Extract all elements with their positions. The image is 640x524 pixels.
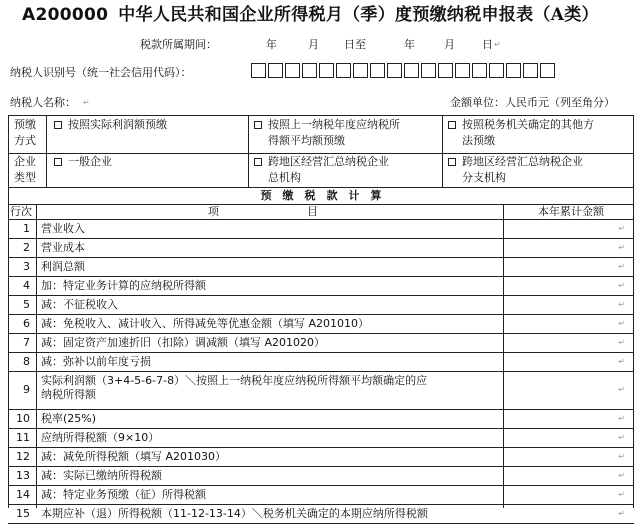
taxpayer-id-digit-box[interactable] — [353, 63, 368, 78]
taxpayer-id-digit-box[interactable] — [302, 63, 317, 78]
prepay-method-label-1: 预缴 — [14, 118, 36, 131]
period-year-1: 年 — [266, 38, 277, 51]
taxpayer-id-digit-box[interactable] — [506, 63, 521, 78]
period-year-2: 年 — [404, 38, 415, 51]
prepay-option-tax-authority-line2: 法预缴 — [462, 134, 495, 147]
row-amount-field[interactable]: ↵ — [618, 451, 625, 461]
column-header-amount: 本年累计金额 — [538, 205, 604, 218]
column-header-item: 项 目 — [208, 205, 318, 218]
row-amount-field[interactable]: ↵ — [618, 413, 625, 423]
taxpayer-id-digit-box[interactable] — [404, 63, 419, 78]
section-title: 预 缴 税 款 计 算 — [260, 189, 382, 202]
row-number: 10 — [16, 411, 30, 425]
row-amount-field[interactable]: ↵ — [618, 280, 625, 290]
taxpayer-id-digit-box[interactable] — [319, 63, 334, 78]
checkbox-icon[interactable] — [448, 158, 456, 166]
enterprise-type-label-1: 企业 — [14, 155, 36, 168]
row-item-text: 减：不征税收入 — [41, 298, 118, 311]
row-number: 6 — [23, 316, 30, 330]
enterprise-option-branch-line2: 分支机构 — [462, 171, 506, 184]
checkbox-icon[interactable] — [254, 158, 262, 166]
row-amount-field[interactable]: ↵ — [618, 261, 625, 271]
enterprise-type-label-2: 类型 — [14, 171, 36, 184]
row-number: 3 — [23, 259, 30, 273]
prepay-method-label-2: 方式 — [14, 134, 36, 147]
taxpayer-id-digit-box[interactable] — [336, 63, 351, 78]
enterprise-option-general[interactable]: 一般企业 — [54, 155, 112, 169]
row-number: 5 — [23, 297, 30, 311]
prepay-option-actual-profit[interactable]: 按照实际利润额预缴 — [54, 118, 167, 132]
taxpayer-id-digit-box[interactable] — [472, 63, 487, 78]
taxpayer-id-digit-box[interactable] — [268, 63, 283, 78]
taxpayer-id-digit-box[interactable] — [370, 63, 385, 78]
row-amount-field[interactable]: ↵ — [618, 385, 625, 394]
taxpayer-id-digit-box[interactable] — [251, 63, 266, 78]
period-day-2: 日 — [482, 38, 493, 51]
row-item-text: 减：实际已缴纳所得税额 — [41, 469, 162, 482]
prepay-option-average-income-line2: 得额平均额预缴 — [268, 134, 345, 147]
taxpayer-id-digit-box[interactable] — [455, 63, 470, 78]
row-number: 7 — [23, 335, 30, 349]
row-number: 8 — [23, 354, 30, 368]
checkbox-icon[interactable] — [448, 121, 456, 129]
return-mark: ↵ — [83, 98, 90, 107]
row-amount-field[interactable]: ↵ — [618, 299, 625, 309]
taxpayer-id-digit-box[interactable] — [523, 63, 538, 78]
row-amount-field[interactable]: ↵ — [618, 242, 625, 252]
row-item-text: 实际利润额（3+4-5-6-7-8）＼按照上一纳税年度应纳税所得额平均额确定的应 纳税所得额 — [41, 374, 428, 401]
enterprise-option-head-office-line2: 总机构 — [268, 171, 301, 184]
period-label: 税款所属期间： — [140, 38, 217, 51]
row-amount-field[interactable]: ↵ — [618, 223, 625, 233]
row-amount-field[interactable]: ↵ — [618, 489, 625, 499]
row-number: 4 — [23, 278, 30, 292]
taxpayer-name-label: 纳税人名称： — [10, 96, 76, 109]
row-item-text: 本期应补（退）所得税额（11-12-13-14）＼税务机关确定的本期应纳所得税额 — [41, 507, 428, 520]
row-item-text: 减：免税收入、减计收入、所得减免等优惠金额（填写 A201010） — [41, 317, 370, 330]
row-item-text: 应纳所得税额（9×10） — [41, 431, 160, 444]
checkbox-icon[interactable] — [254, 121, 262, 129]
row-item-text: 营业收入 — [41, 222, 85, 235]
taxpayer-id-digit-box[interactable] — [285, 63, 300, 78]
taxpayer-id-digit-box[interactable] — [540, 63, 555, 78]
row-number: 14 — [16, 487, 30, 501]
row-amount-field[interactable]: ↵ — [618, 470, 625, 480]
row-number: 15 — [16, 506, 30, 520]
row-amount-field[interactable]: ↵ — [618, 318, 625, 328]
taxpayer-id-digit-box[interactable] — [489, 63, 504, 78]
row-number: 12 — [16, 449, 30, 463]
declaration-table — [8, 115, 634, 520]
row-item-text: 减：特定业务预缴（征）所得税额 — [41, 488, 206, 501]
form-code: A200000 — [22, 5, 109, 25]
form-title-text: 中华人民共和国企业所得税月（季）度预缴纳税申报表（A类） — [118, 5, 599, 25]
row-amount-field[interactable]: ↵ — [618, 432, 625, 442]
row-item-text: 税率(25%) — [41, 412, 97, 425]
period-month-2: 月 — [444, 38, 455, 51]
period-day-1: 日至 — [344, 38, 366, 51]
prepay-option-tax-authority[interactable]: 按照税务机关确定的其他方 — [448, 118, 594, 132]
row-item-text: 减：弥补以前年度亏损 — [41, 355, 151, 368]
row-item-text: 利润总额 — [41, 260, 85, 273]
checkbox-icon[interactable] — [54, 121, 62, 129]
row-item-text: 减：减免所得税额（填写 A201030） — [41, 450, 227, 463]
unit-label: 金额单位：人民币元（列至角分） — [450, 96, 615, 109]
row-item-text: 减：固定资产加速折旧（扣除）调减额（填写 A201020） — [41, 336, 326, 349]
row-amount-field[interactable]: ↵ — [618, 508, 625, 518]
enterprise-option-branch[interactable]: 跨地区经营汇总纳税企业 — [448, 155, 583, 169]
row-number: 11 — [16, 430, 30, 444]
return-mark: ↵ — [494, 40, 501, 49]
taxpayer-id-boxes[interactable] — [251, 63, 555, 78]
column-header-row: 行次 — [10, 205, 32, 218]
form-title — [22, 2, 632, 28]
row-item-text: 营业成本 — [41, 241, 85, 254]
enterprise-option-head-office[interactable]: 跨地区经营汇总纳税企业 — [254, 155, 389, 169]
taxpayer-id-digit-box[interactable] — [387, 63, 402, 78]
row-number: 13 — [16, 468, 30, 482]
period-month-1: 月 — [308, 38, 319, 51]
checkbox-icon[interactable] — [54, 158, 62, 166]
row-number: 1 — [23, 221, 30, 235]
taxpayer-id-digit-box[interactable] — [438, 63, 453, 78]
row-item-text: 加：特定业务计算的应纳税所得额 — [41, 279, 206, 292]
row-amount-field[interactable]: ↵ — [618, 356, 625, 366]
row-number: 9 — [23, 383, 30, 396]
prepay-option-average-income[interactable]: 按照上一纳税年度应纳税所 — [254, 118, 400, 132]
row-number: 2 — [23, 240, 30, 254]
taxpayer-id-label: 纳税人识别号（统一社会信用代码）： — [10, 66, 192, 79]
row-amount-field[interactable]: ↵ — [618, 337, 625, 347]
taxpayer-id-digit-box[interactable] — [421, 63, 436, 78]
